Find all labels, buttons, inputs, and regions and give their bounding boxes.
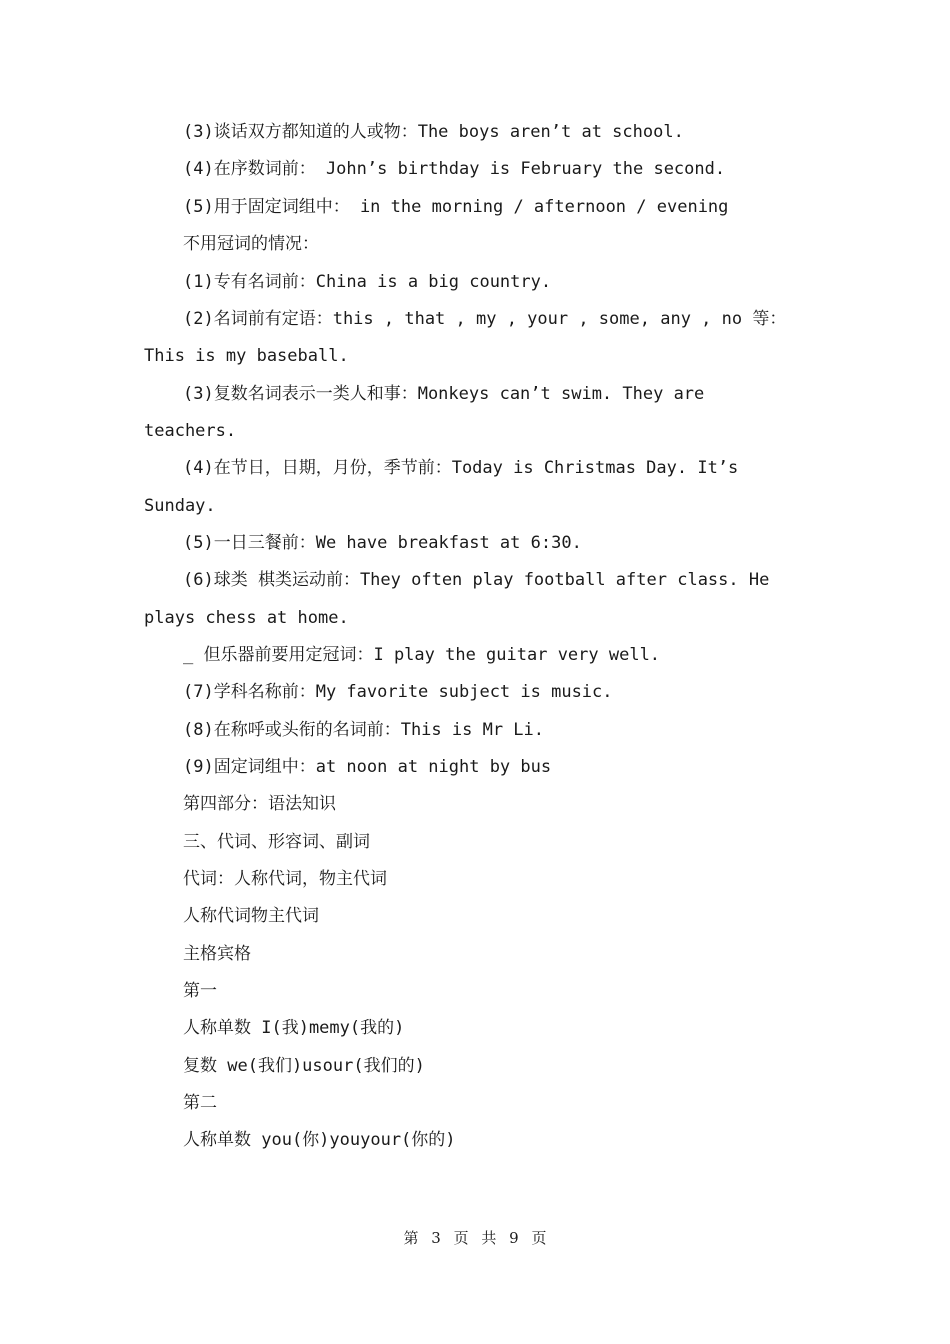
text-line: plays chess at home. (144, 608, 349, 628)
section-heading: 不用冠词的情况： (183, 234, 319, 254)
text-line: teachers. (144, 421, 237, 441)
text-line: (3)复数名词表示一类人和事：Monkeys can’t swim. They are (183, 384, 705, 404)
text-line: _ 但乐器前要用定冠词：I play the guitar very well. (183, 645, 661, 665)
text-line: Sunday. (144, 496, 216, 516)
text-line: 人称单数 you(你)youyour(你的) (183, 1130, 456, 1150)
text-line: (1)专有名词前：China is a big country. (183, 272, 552, 292)
text-line: 复数 we(我们)usour(我们的) (183, 1056, 425, 1076)
section-heading: 三、代词、形容词、副词 (183, 832, 370, 852)
text-line: 第二 (183, 1093, 217, 1113)
text-line: (2)名词前有定语：this , that , my , your , some, any , no 等： (183, 309, 787, 329)
text-line: 人称代词物主代词 (183, 906, 319, 926)
text-line: (5)用于固定词组中： in the morning / afternoon / evening (183, 197, 729, 217)
text-line: (4)在序数词前： John’s birthday is February the second. (183, 159, 726, 179)
text-line: (3)谈话双方都知道的人或物：The boys aren’t at school. (183, 122, 684, 142)
text-line: (6)球类 棋类运动前：They often play football after class. He (183, 570, 770, 590)
text-line: 主格宾格 (183, 944, 251, 964)
text-line: This is my baseball. (144, 346, 349, 366)
text-line: 人称单数 I(我)memy(我的) (183, 1018, 405, 1038)
text-line: (7)学科名称前：My favorite subject is music. (183, 682, 613, 702)
text-line: 第一 (183, 981, 217, 1001)
section-heading: 第四部分：语法知识 (183, 794, 336, 814)
text-line: (9)固定词组中：at noon at night by bus (183, 757, 552, 777)
page-number-footer: 第 3 页 共 9 页 (403, 1229, 547, 1247)
text-line: (4)在节日，日期，月份，季节前：Today is Christmas Day. It’s (183, 458, 739, 478)
text-line: (5)一日三餐前：We have breakfast at 6:30. (183, 533, 582, 553)
text-line: (8)在称呼或头衔的名词前：This is Mr Li. (183, 720, 544, 740)
text-line: 代词：人称代词，物主代词 (183, 869, 387, 889)
